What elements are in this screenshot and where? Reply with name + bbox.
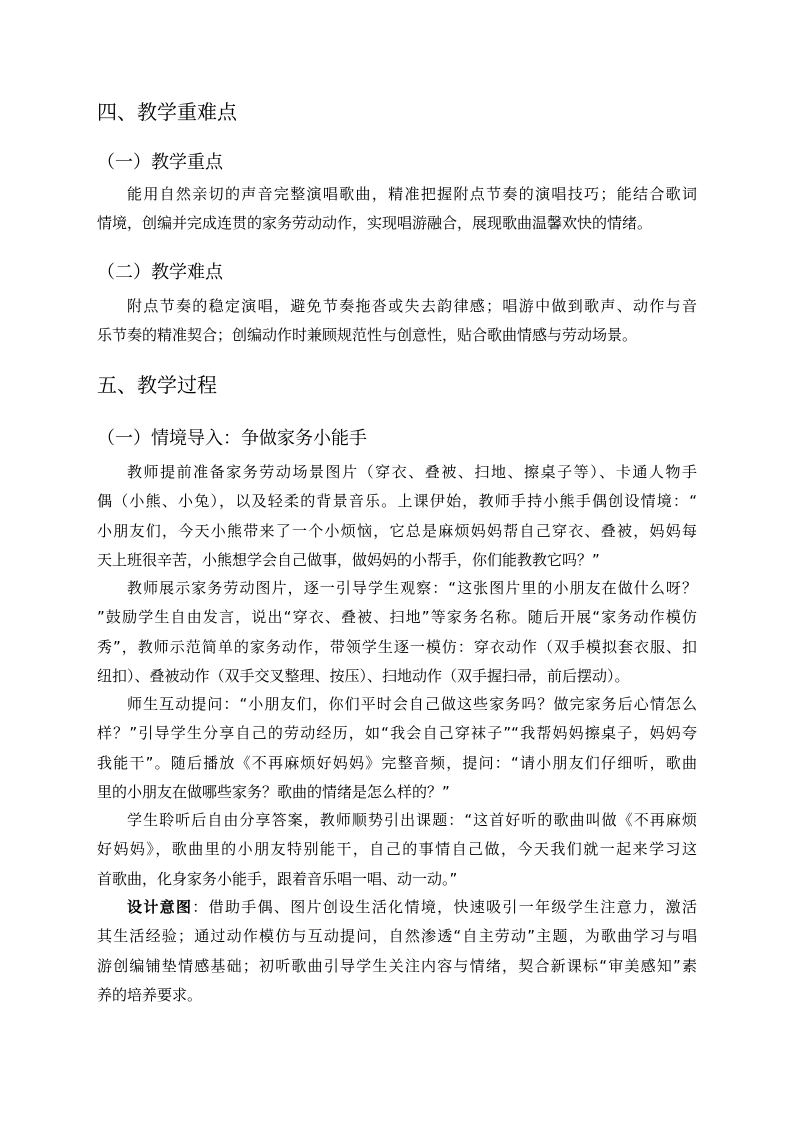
design-intent-paragraph [97,893,697,1010]
paragraph-intro-4 [97,806,697,894]
text-line: ”鼓励学生自由发言，说出“穿衣、叠被、扫地”等家务名称。随后开展“家务动作模仿 [97,608,697,627]
text-line: 其生活经验；通过动作模仿与互动提问，自然渗透“自主劳动”主题，为歌曲学习与唱 [97,927,697,946]
text-line: 能用自然亲切的声音完整演唱歌曲，精准把握附点节奏的演唱技巧；能结合歌词 [127,185,697,203]
design-intent-label: 设计意图 [127,898,193,916]
text-line: 里的小朋友在做哪些家务？歌曲的情绪是怎么样的？” [97,782,450,801]
subheading-teaching-difficulty: （二）教学难点 [97,262,223,283]
text-line: 学生聆听后自由分享答案，教师顺势引出课题：“这首好听的歌曲叫做《不再麻烦 [127,811,697,829]
paragraph-teaching-focus [97,180,697,239]
section-heading-5: 五、教学过程 [97,373,217,397]
text-line: 教师提前准备家务劳动场景图片（穿衣、叠被、扫地、擦桌子等）、卡通人物手 [127,463,697,481]
subheading-situation-intro: （一）情境导入：争做家务小能手 [97,428,367,449]
text-line: 情境，创编并完成连贯的家务劳动动作，实现唱游融合，展现歌曲温馨欢快的情绪。 [97,214,653,233]
design-intent-text: ：借助手偶、图片创设生活化情境，快速吸引一年级学生注意力，激活 [192,898,697,916]
section-heading-4: 四、教学重难点 [97,100,237,124]
paragraph-intro-1 [97,458,697,575]
text-line: 纽扣）、叠被动作（双手交叉整理、按压）、扫地动作（双手握扫帚，前后摆动）。 [97,666,630,685]
text-line: 乐节奏的精准契合；创编动作时兼顾规范性与创意性，贴合歌曲情感与劳动场景。 [97,326,638,345]
text-line: 好妈妈》，歌曲里的小朋友特别能干，自己的事情自己做，今天我们就一起来学习这 [97,840,697,859]
paragraph-teaching-difficulty [97,292,697,351]
text-line: 偶（小熊、小兔），以及轻柔的背景音乐。上课伊始，教师手持小熊手偶创设情境：“ [97,492,697,511]
text-line [97,893,697,922]
paragraph-intro-2 [97,574,697,691]
text-line: 首歌曲，化身家务小能手，跟着音乐唱一唱、动一动。” [97,869,458,888]
text-line: 附点节奏的稳定演唱，避免节奏拖沓或失去韵律感；唱游中做到歌声、动作与音 [127,297,697,315]
text-line: 小朋友们，今天小熊带来了一个小烦恼，它总是麻烦妈妈帮自己穿衣、叠被，妈妈每 [97,521,697,540]
paragraph-intro-3 [97,690,697,807]
text-line: 我能干”。随后播放《不再麻烦好妈妈》完整音频，提问：“请小朋友们仔细听，歌曲 [97,753,697,772]
text-line: 教师展示家务劳动图片，逐一引导学生观察：“这张图片里的小朋友在做什么呀？ [127,579,697,597]
text-line: 秀”，教师示范简单的家务动作，带领学生逐一模仿：穿衣动作（双手模拟套衣服、扣 [97,637,697,656]
text-line: 样？”引导学生分享自己的劳动经历，如“我会自己穿袜子”“我帮妈妈擦桌子，妈妈夸 [97,724,697,743]
text-line: 师生互动提问：“小朋友们，你们平时会自己做这些家务吗？做完家务后心情怎么 [127,695,697,713]
text-line: 养的培养要求。 [97,985,203,1004]
subheading-teaching-focus: （一）教学重点 [97,152,223,173]
text-line: 天上班很辛苦，小熊想学会自己做事，做妈妈的小帮手，你们能教教它吗？” [97,550,600,569]
text-line: 游创编铺垫情感基础；初听歌曲引导学生关注内容与情绪，契合新课标“审美感知”素 [97,956,697,975]
